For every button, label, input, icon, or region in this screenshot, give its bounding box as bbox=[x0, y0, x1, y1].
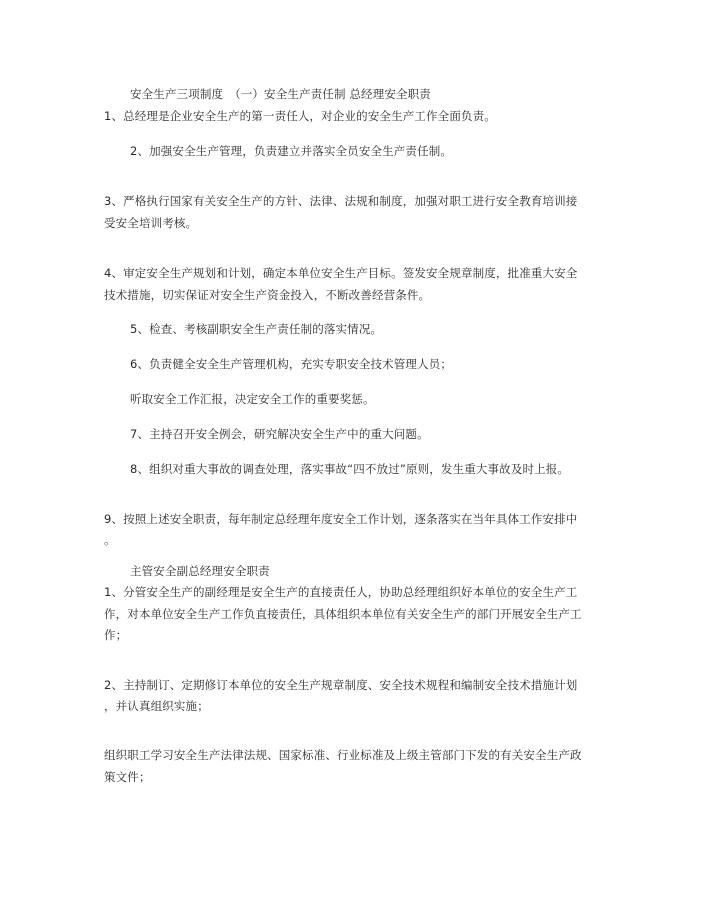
gm-duty-6-continued: 听取安全工作汇报，决定安全工作的重要奖惩。 bbox=[130, 392, 375, 406]
gm-duty-4-line2: 技术措施，切实保证对安全生产资金投入，不断改善经营条件。 bbox=[104, 288, 431, 302]
gm-duty-3-line1: 3、严格执行国家有关安全生产的方针、法律、法规和制度，加强对职工进行安全教育培训接 bbox=[104, 194, 578, 208]
gm-duty-7: 7、主持召开安全例会，研究解决安全生产中的重大问题。 bbox=[130, 427, 429, 441]
gm-duty-5: 5、检查、考核副职安全生产责任制的落实情况。 bbox=[130, 322, 383, 336]
document-title: 安全生产三项制度 （一）安全生产责任制 总经理安全职责 bbox=[130, 87, 431, 101]
deputy-section-title: 主管安全副总经理安全职责 bbox=[130, 564, 270, 578]
deputy-duty-1-line2: 作，对本单位安全生产工作负直接责任，具体组织本单位有关安全生产的部门开展安全生产工 bbox=[104, 607, 582, 621]
deputy-duty-3-line1: 组织职工学习安全生产法律法规、国家标准、行业标准及上级主管部门下发的有关安全生产政 bbox=[104, 748, 582, 762]
deputy-duty-1-line1: 1、分管安全生产的副经理是安全生产的直接责任人，协助总经理组织好本单位的安全生产工 bbox=[104, 585, 578, 599]
gm-duty-6: 6、负责健全安全生产管理机构，充实专职安全技术管理人员； bbox=[130, 357, 453, 371]
gm-duty-8: 8、组织对重大事故的调查处理，落实事故“四不放过”原则，发生重大事故及时上报。 bbox=[130, 462, 570, 476]
gm-duty-1: 1、总经理是企业安全生产的第一责任人，对企业的安全生产工作全面负责。 bbox=[104, 109, 496, 123]
deputy-duty-1-line3: 作； bbox=[104, 628, 128, 642]
deputy-duty-3-line2: 策文件； bbox=[104, 770, 151, 784]
gm-duty-9-line1: 9、按照上述安全职责，每年制定总经理年度安全工作计划，逐条落实在当年具体工作安排中 bbox=[104, 512, 578, 526]
deputy-duty-2-line1: 2、主持制订、定期修订本单位的安全生产规章制度、安全技术规程和编制安全技术措施计划 bbox=[104, 678, 578, 692]
gm-duty-3-line2: 受安全培训考核。 bbox=[104, 216, 198, 230]
gm-duty-4-line1: 4、审定安全生产规划和计划，确定本单位安全生产目标。签发安全规章制度，批准重大安全 bbox=[104, 266, 578, 280]
deputy-duty-2-line2: ，并认真组织实施； bbox=[104, 699, 209, 713]
gm-duty-9-line2: 。 bbox=[104, 533, 116, 547]
gm-duty-2: 2、加强安全生产管理，负责建立并落实全员安全生产责任制。 bbox=[130, 144, 453, 158]
